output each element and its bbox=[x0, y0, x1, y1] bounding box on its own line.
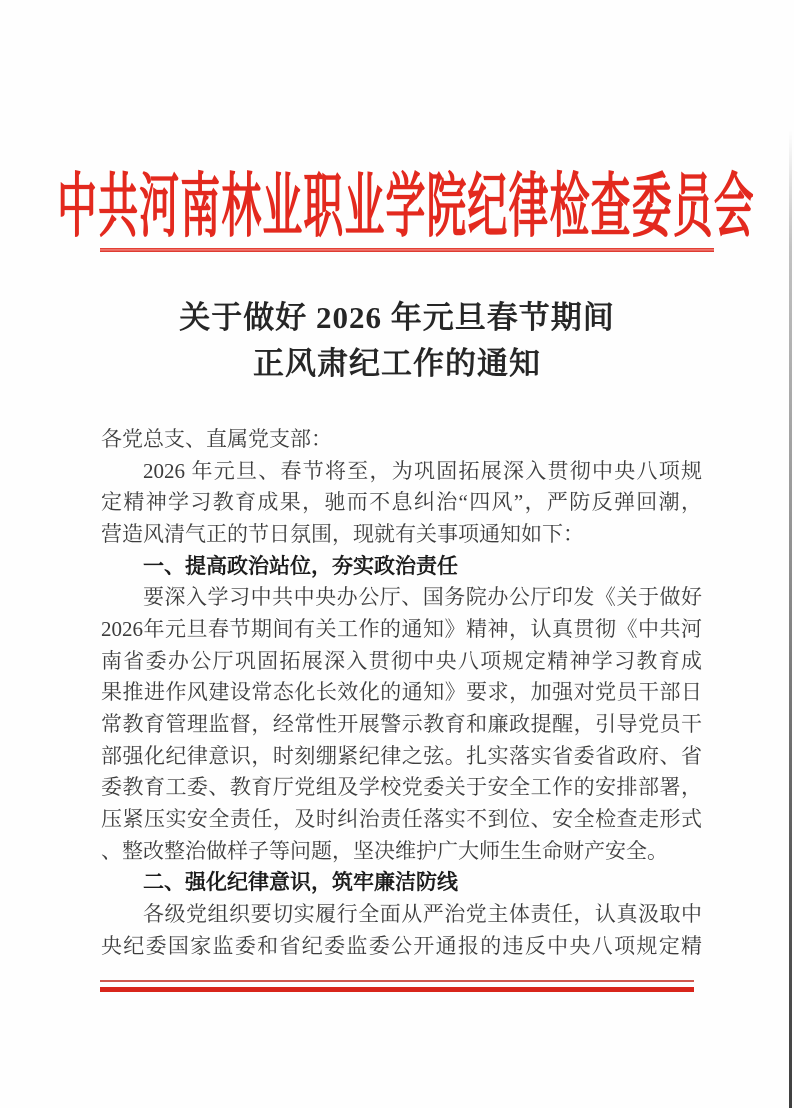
document-body bbox=[101, 424, 702, 962]
footer-rule-thick bbox=[100, 987, 694, 992]
body-line: 定精神学习教育成果，驰而不息纠治“四风”，严防反弹回潮， bbox=[101, 490, 702, 515]
body-line: 各党总支、直属党支部： bbox=[101, 427, 332, 451]
footer-double-rule bbox=[100, 980, 694, 992]
body-line: 常教育管理监督，经常性开展警示教育和廉政提醒，引导党员干 bbox=[101, 711, 702, 736]
body-line: 要深入学习中共中央办公厅、国务院办公厅印发《关于做好 bbox=[143, 585, 702, 610]
header-red-rule bbox=[100, 248, 714, 252]
body-line: 南省委办公厅巩固拓展深入贯彻中央八项规定精神学习教育成 bbox=[101, 648, 702, 673]
body-line: 央纪委国家监委和省纪委监委公开通报的违反中央八项规定精 bbox=[101, 933, 702, 958]
body-line: 委教育工委、教育厅党组及学校党委关于安全工作的安排部署， bbox=[101, 775, 702, 800]
scan-edge-artifact bbox=[789, 130, 792, 1108]
body-line: 2026 年元旦、春节将至，为巩固拓展深入贯彻中央八项规 bbox=[143, 458, 702, 483]
document-title bbox=[97, 295, 697, 387]
body-line: 营造风清气正的节日氛围，现就有关事项通知如下： bbox=[101, 521, 584, 546]
body-line: 、整改整治做样子等问题，坚决维护广大师生生命财产安全。 bbox=[101, 838, 668, 863]
section-heading: 一、提高政治站位，夯实政治责任 bbox=[143, 554, 458, 578]
header-org-name: 中共河南林业职业学院纪律检查委员会 bbox=[57, 168, 755, 246]
body-line: 部强化纪律意识，时刻绷紧纪律之弦。扎实落实省委省政府、省 bbox=[101, 743, 702, 768]
document-title-line2: 正风肃纪工作的通知 bbox=[253, 346, 541, 381]
document-title-line1: 关于做好 2026 年元旦春节期间 bbox=[179, 300, 615, 335]
section-heading: 二、强化纪律意识，筑牢廉洁防线 bbox=[143, 871, 458, 895]
body-line: 2026年元旦春节期间有关工作的通知》精神，认真贯彻《中共河 bbox=[101, 616, 702, 641]
document-header bbox=[57, 152, 755, 248]
footer-rule-thin bbox=[100, 980, 694, 982]
body-line: 果推进作风建设常态化长效化的通知》要求，加强对党员干部日 bbox=[101, 680, 702, 705]
body-line: 各级党组织要切实履行全面从严治党主体责任，认真汲取中 bbox=[143, 901, 702, 926]
body-line: 压紧压实安全责任，及时纠治责任落实不到位、安全检查走形式 bbox=[101, 806, 702, 831]
